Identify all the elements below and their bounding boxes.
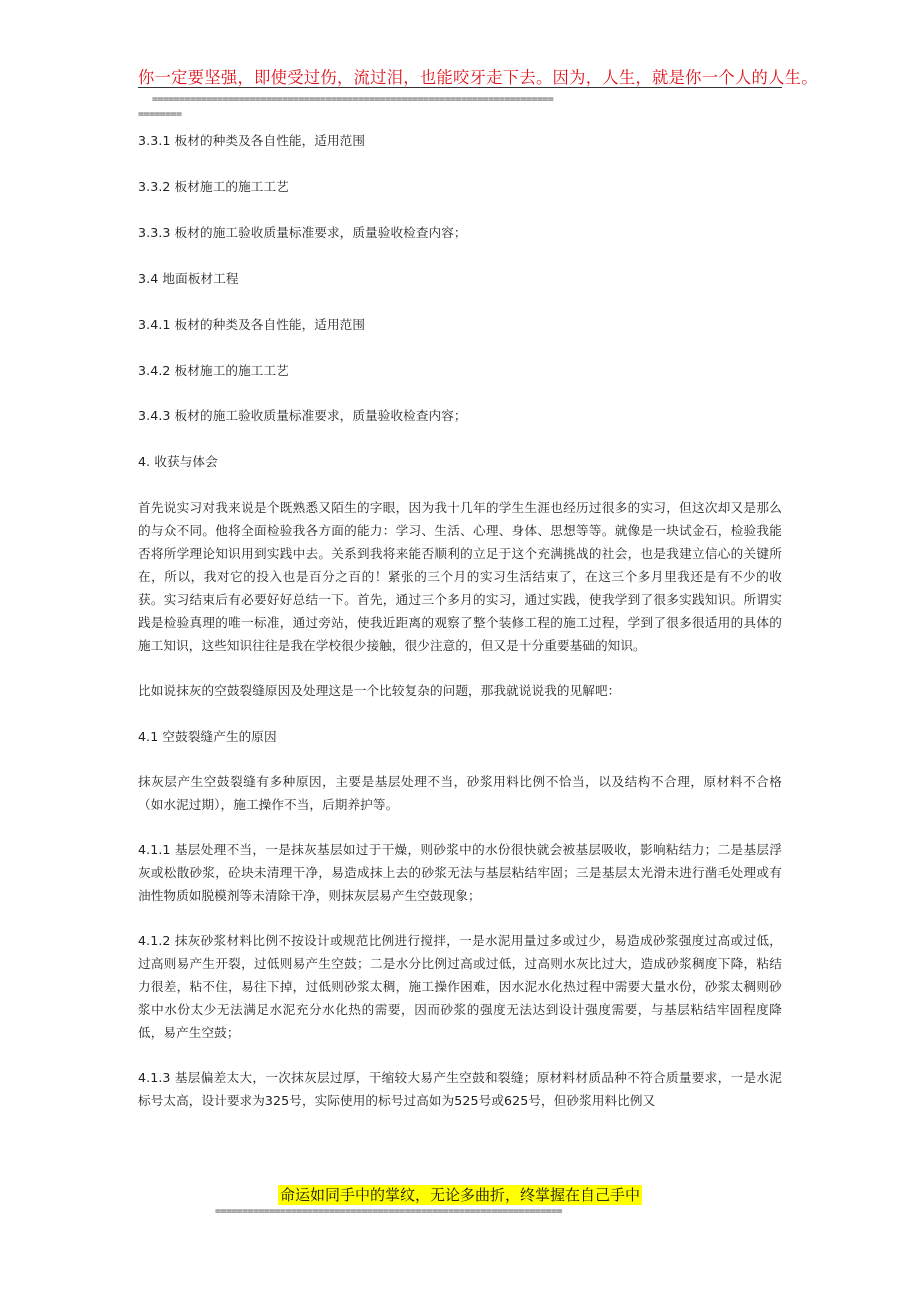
paragraph: 抹灰层产生空鼓裂缝有多种原因，主要是基层处理不当，砂浆用料比例不恰当，以及结构不合理，原材料不合格（如水泥过期），施工操作不当，后期养护等。 <box>138 773 782 812</box>
section-heading: 3.4.2 板材施工的施工工艺 <box>138 362 289 378</box>
separator-line: ======== <box>138 109 182 120</box>
paragraph: 比如说抹灰的空鼓裂缝原因及处理这是一个比较复杂的问题，那我就说说我的见解吧： <box>138 683 621 699</box>
header-motto: 你一定要坚强，即使受过伤，流过泪，也能咬牙走下去。因为，人生，就是你一个人的人生。 <box>138 68 818 87</box>
paragraph: 4.1.1 基层处理不当，一是抹灰基层如过于干燥，则砂浆中的水份很快就会被基层吸收，影响粘结力；二是基层浮灰或松散砂浆，砼块未清理干净，易造成抹上去的砂浆无法与基层粘结牢固；三是基层太光滑未进行凿毛处理或有油性物质如脱模剂等未清除干净，则抹灰层易产生空鼓现象； <box>138 842 782 904</box>
section-heading: 3.3.2 板材施工的施工工艺 <box>138 178 289 194</box>
paragraph: 首先说实习对我来说是个既熟悉又陌生的字眼，因为我十几年的学生生涯也经历过很多的实习，但这次却又是那么的与众不同。他将全面检验我各方面的能力：学习、生活、心理、身体、思想等等。就像是一块试金石，检验我能否将所学理论知识用到实践中去。关系到我将来能否顺利的立足于这个充满挑战的社会，也是我建立信心的关键所在，所以，我对它的投入也是百分之百的！紧张的三个月的实习生活结束了，在这三个多月里我还是有不少的收获。实习结束后有必要好好总结一下。首先，通过三个多月的实习，通过实践，使我学到了很多实践知识。所谓实践是检验真理的唯一标准，通过旁站，使我近距离的观察了整个装修工程的施工过程，学到了很多很适用的具体的施工知识，这些知识往往是我在学校很少接触，很少注意的，但又是十分重要基础的知识。 <box>138 500 782 653</box>
paragraph: 4.1.3 基层偏差太大，一次抹灰层过厚，干缩较大易产生空鼓和裂缝；原材料材质品种不符合质量要求，一是水泥标号太高，设计要求为325号，实际使用的标号过高如为525号或625号，但砂浆用料比例又 <box>138 1070 782 1109</box>
section-heading: 3.4.3 板材的施工验收质量标准要求，质量验收检查内容； <box>138 408 467 424</box>
paragraph: 4.1.2 抹灰砂浆材料比例不按设计或规范比例进行搅拌，一是水泥用量过多或过少，易造成砂浆强度过高或过低，过高则易产生开裂，过低则易产生空鼓；二是水分比例过高或过低，过高则水灰比过大，造成砂浆稠度下降，粘结力很差，粘不住，易往下掉，过低则砂浆太稠，施工操作困难，因水泥水化热过程中需要大量水份，砂浆太稠则砂浆中水份太少无法满足水泥充分水化热的需要，因而砂浆的强度无法达到设计强度需要，与基层粘结牢固程度降低，易产生空鼓； <box>138 933 782 1041</box>
paragraph: 4.1 空鼓裂缝产生的原因 <box>138 728 277 744</box>
document-body <box>138 130 782 1136</box>
footer-motto <box>0 1184 920 1205</box>
section-heading: 4. 收获与体会 <box>138 454 218 470</box>
section-heading: 3.4 地面板材工程 <box>138 270 239 286</box>
header-divider <box>138 87 782 88</box>
footer-motto-text: 命运如同手中的掌纹，无论多曲折，终掌握在自己手中 <box>279 1186 640 1204</box>
section-heading: 3.3.1 板材的种类及各自性能，适用范围 <box>138 133 366 148</box>
separator-line: ========================================================================== <box>152 94 554 105</box>
separator-line: ================================================================ <box>215 1206 562 1217</box>
section-heading: 3.4.1 板材的种类及各自性能，适用范围 <box>138 316 366 332</box>
section-heading: 3.3.3 板材的施工验收质量标准要求，质量验收检查内容； <box>138 224 467 240</box>
